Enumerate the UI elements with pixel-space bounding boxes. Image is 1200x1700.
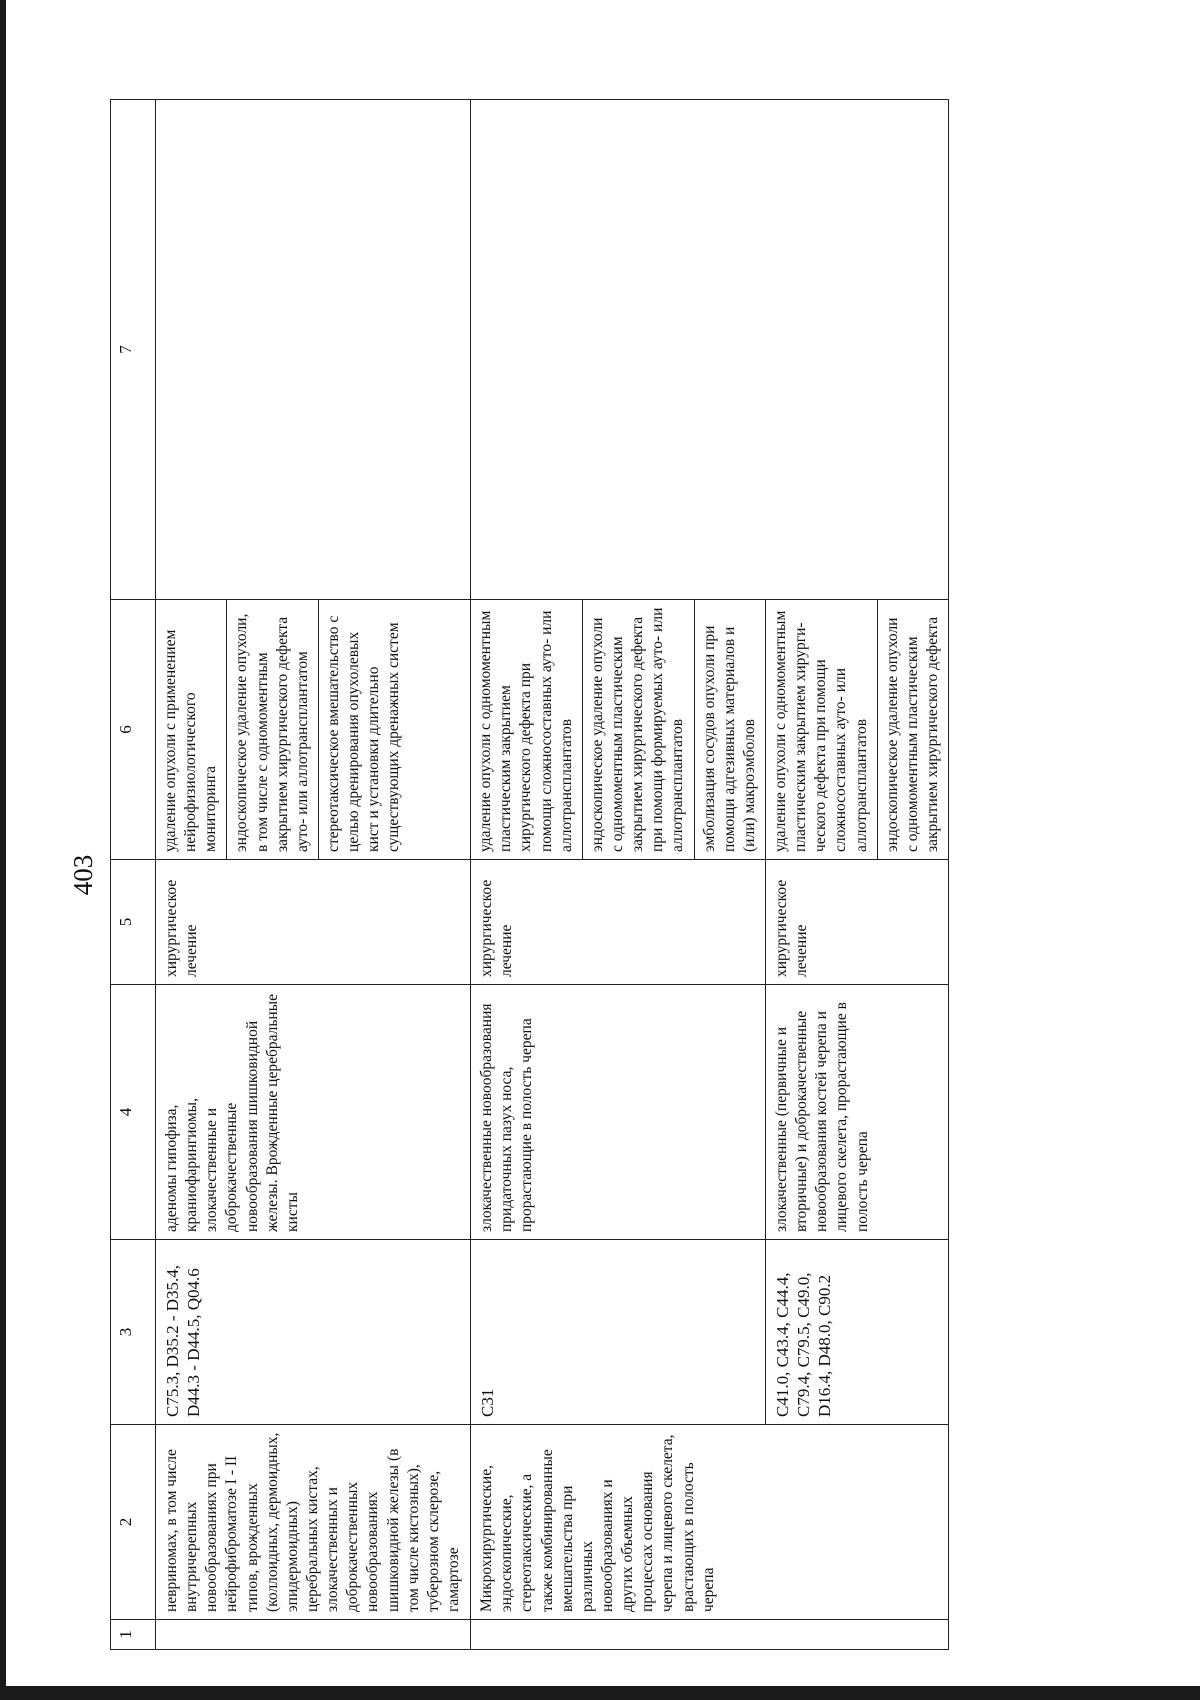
- cell-cost: [471, 100, 949, 600]
- cell-profile: Микрохирургические, эндоскопические, стереотаксические, а также комбинированные вмешательства при различных новообразованиях и других объемных процессах основания черепа и лицевого скелета, врастающих в полость черепа: [471, 1425, 949, 1620]
- method-item: стереотаксическое вмешательство с целью дренирования опухолевых кист и установки длительно существующих дренажных систем: [324, 615, 403, 852]
- cell-number: [156, 1620, 471, 1650]
- cell-treatment-type: хирургическое лечение: [765, 860, 948, 985]
- table-row: [471, 100, 766, 1650]
- cell-methods: [765, 600, 948, 860]
- cell-icd-codes: C75.3, D35.2 - D35.4, D44.3 - D44.5, Q04.6: [156, 1240, 471, 1425]
- cell-model-patient: злокачественные новообразования придаточных пазух носа, прорастающие в полость черепа: [471, 985, 766, 1240]
- scan-edge-bottom: [0, 1686, 1200, 1700]
- rotated-page: [68, 100, 1070, 1650]
- cell-treatment-type: хирургическое лечение: [156, 860, 471, 985]
- table-row: [156, 100, 471, 1650]
- method-item: эмболизация сосудов опухоли при помощи адгезивных материалов и (или) макроэмболов: [700, 625, 758, 852]
- header-cell: 6: [111, 600, 156, 860]
- cell-methods: [156, 600, 471, 860]
- method-item: удаление опухоли с одномоментным пластическим закрытием хирурги-ческого дефекта при помощи сложносоставных ауто- или аллотрансплантатов: [766, 600, 878, 859]
- header-cell: 4: [111, 985, 156, 1240]
- header-cell: 2: [111, 1425, 156, 1620]
- header-cell: 3: [111, 1240, 156, 1425]
- method-item: удаление опухоли с применением нейрофизиологического мониторинга: [156, 600, 227, 859]
- cell-treatment-type: хирургическое лечение: [471, 860, 766, 985]
- cell-icd-codes: C31: [471, 1240, 766, 1425]
- cell-number: [471, 1620, 949, 1650]
- scan-edge-left: [0, 0, 6, 1700]
- header-cell: 7: [111, 100, 156, 600]
- cell-icd-codes: C41.0, C43.4, C44.4, C79.4, C79.5, C49.0, D16.4, D48.0, C90.2: [765, 1240, 948, 1425]
- page-number: 403: [68, 854, 98, 896]
- method-item: эндоскопическое удаление опухоли с одномоментным пластическим закрытием хирургического дефекта при помощи формируемых ауто- или аллотрансплантатов: [583, 600, 695, 859]
- method-item: удаление опухоли с одномоментным пластическим закрытием хирургического дефекта при помощи сложносоставных ауто- или аллотрансплантатов: [471, 600, 583, 859]
- medical-care-table: [110, 99, 949, 1650]
- cell-model-patient: аденомы гипофиза, краниофарингиомы, злокачественные и доброкачественные новообразования шишковидной железы. Врожденные церебральные кисты: [156, 985, 471, 1240]
- cell-profile: невриномах, в том числе внутричерепных новообразованиях при нейрофиброматозе I - II типов, врожденных (коллоидных, дермоидных, эпидермоидных) церебральных кистах, злокачественных и доброкачественных новообразованиях шишковидной железы (в том числе кистозных), туберозном склерозе, гамартозе: [156, 1425, 471, 1620]
- method-item: эндоскопическое удаление опухоли, в том числе с одномоментным закрытием хирургического дефекта ауто- или аллотрансплантатом: [227, 600, 319, 859]
- header-row: [111, 100, 156, 1650]
- cell-methods: [471, 600, 766, 860]
- header-cell: 1: [111, 1620, 156, 1650]
- cell-model-patient: злокачественные (первичные и вторичные) и доброкачественные новообразования костей черепа и лицевого скелета, прорастающие в полость черепа: [765, 985, 948, 1240]
- header-cell: 5: [111, 860, 156, 985]
- method-item: эндоскопическое удаление опухоли с одномоментным пластическим закрытием хирургического дефекта: [883, 616, 941, 852]
- cell-cost: [156, 100, 471, 600]
